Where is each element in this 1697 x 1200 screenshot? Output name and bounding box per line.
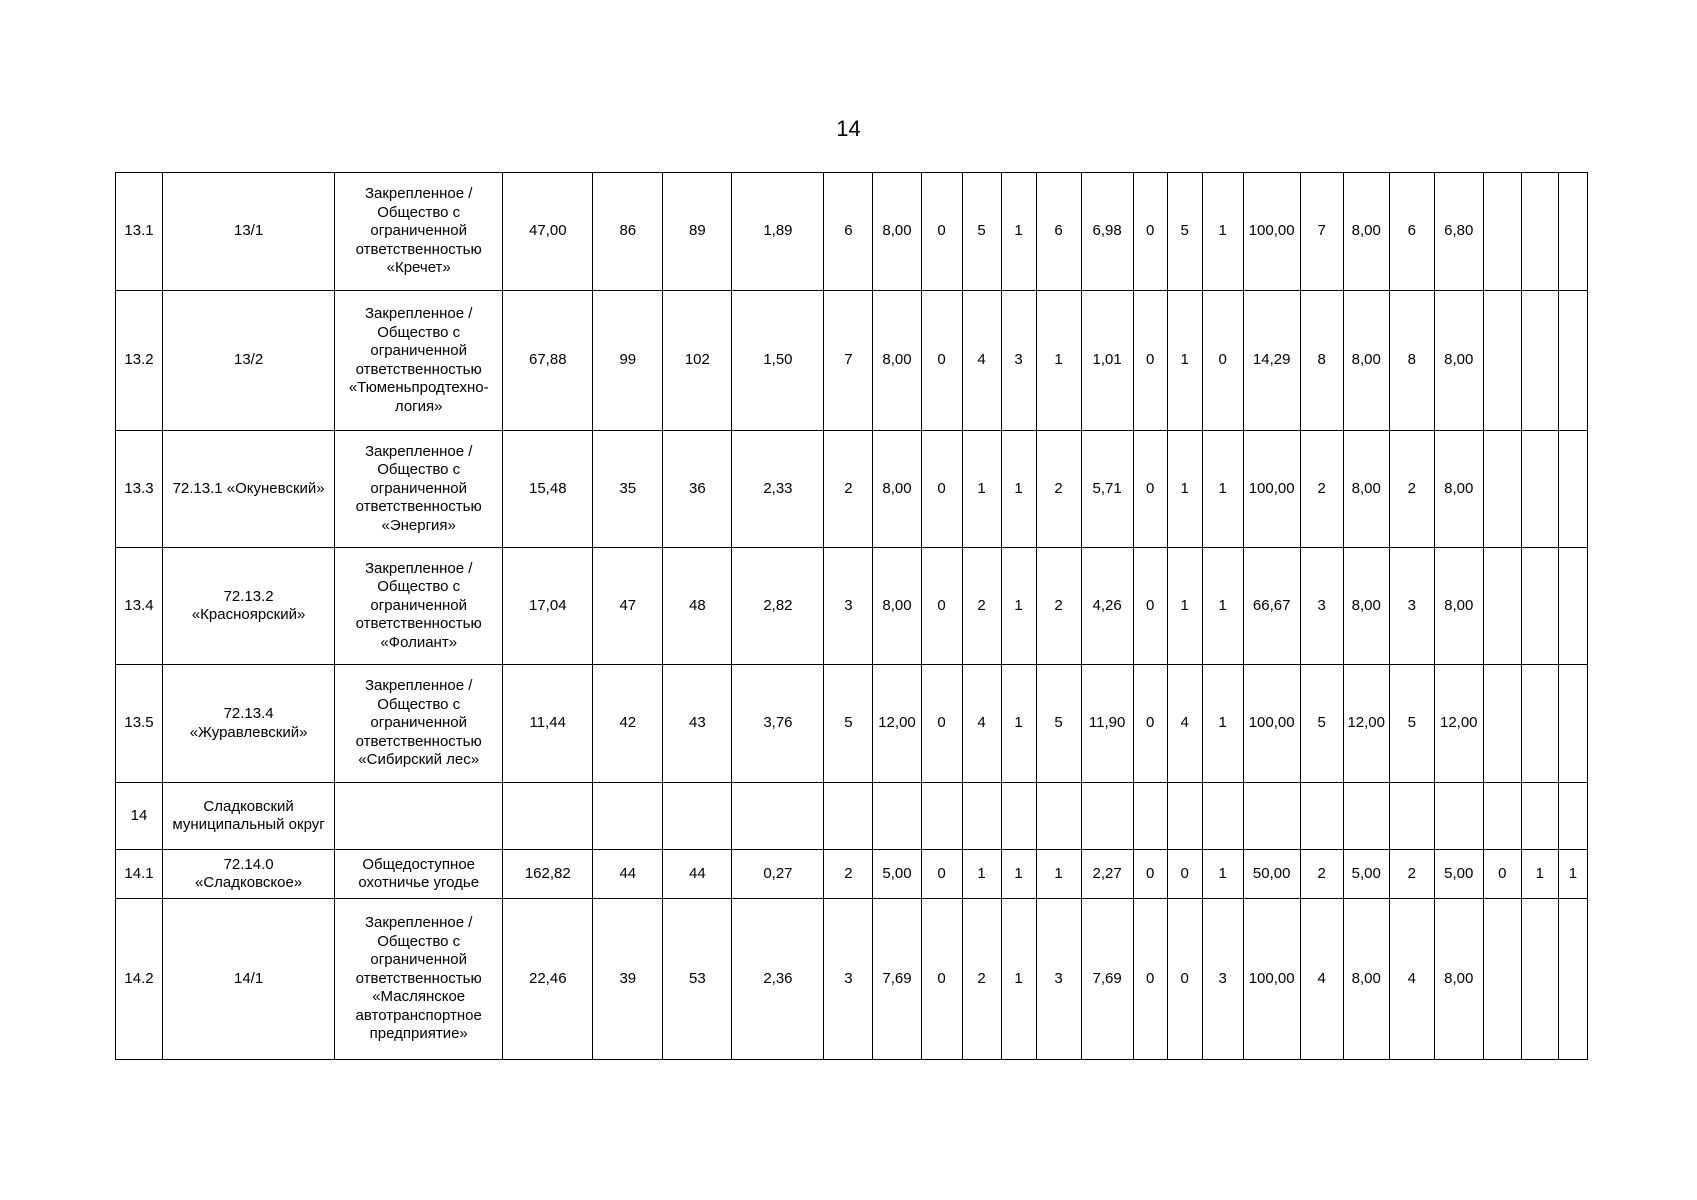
table-cell <box>1133 783 1167 850</box>
table-cell: 66,67 <box>1243 548 1300 665</box>
table-cell: 14 <box>116 783 163 850</box>
table-cell: 8,00 <box>1343 291 1389 431</box>
table-cell: 13.5 <box>116 665 163 783</box>
table-cell <box>962 783 1001 850</box>
table-cell: 2,33 <box>732 431 824 548</box>
table-cell: 12,00 <box>873 665 921 783</box>
table-cell: 48 <box>663 548 732 665</box>
table-cell: 8,00 <box>1343 173 1389 291</box>
table-cell: 15,48 <box>503 431 593 548</box>
table-cell: 0 <box>1483 850 1521 899</box>
table-cell: 1 <box>1001 548 1036 665</box>
table-cell: 0,27 <box>732 850 824 899</box>
table-cell: 42 <box>593 665 663 783</box>
table-cell: 8 <box>1389 291 1434 431</box>
table-cell: 0 <box>1133 548 1167 665</box>
table-cell: 1 <box>1001 899 1036 1060</box>
table-cell: 47,00 <box>503 173 593 291</box>
table-cell: 5 <box>1036 665 1081 783</box>
table-cell: 4 <box>962 291 1001 431</box>
table-cell <box>335 783 503 850</box>
table-cell: 3 <box>1300 548 1343 665</box>
table-cell: Закрепленное / Общество с ограниченной ответственностью «Энергия» <box>335 431 503 548</box>
table-cell: 8,00 <box>1434 899 1483 1060</box>
table-cell <box>1036 783 1081 850</box>
table-cell: 72.13.2 «Красноярский» <box>163 548 335 665</box>
table-cell <box>1389 783 1434 850</box>
table-cell: 5 <box>1389 665 1434 783</box>
table-cell: 1 <box>962 850 1001 899</box>
table-cell <box>663 783 732 850</box>
table-cell: 162,82 <box>503 850 593 899</box>
table-cell <box>1558 548 1587 665</box>
table-cell <box>1167 783 1202 850</box>
table-cell: 1 <box>1521 850 1558 899</box>
table-cell: 86 <box>593 173 663 291</box>
table-cell <box>1483 431 1521 548</box>
table-cell: 1,89 <box>732 173 824 291</box>
table-cell: 14.2 <box>116 899 163 1060</box>
table-cell: 5 <box>1300 665 1343 783</box>
table-cell <box>1001 783 1036 850</box>
table-cell: 12,00 <box>1434 665 1483 783</box>
table-cell: 2 <box>1300 431 1343 548</box>
table-cell: 3,76 <box>732 665 824 783</box>
table-cell: 0 <box>1133 291 1167 431</box>
table-cell <box>1521 431 1558 548</box>
table-cell: 1 <box>1202 431 1243 548</box>
table-cell <box>1521 899 1558 1060</box>
table-cell: 6 <box>1389 173 1434 291</box>
table-cell: 2,27 <box>1081 850 1133 899</box>
table-cell: 8,00 <box>1434 291 1483 431</box>
table-cell: 43 <box>663 665 732 783</box>
table-body <box>116 173 1588 1060</box>
table-cell: 89 <box>663 173 732 291</box>
table-cell: 1 <box>1036 850 1081 899</box>
table-cell <box>1483 291 1521 431</box>
table-cell <box>1521 665 1558 783</box>
table-cell: 53 <box>663 899 732 1060</box>
table-cell: 8,00 <box>1343 548 1389 665</box>
table-row <box>116 850 1588 899</box>
table-cell: 2,82 <box>732 548 824 665</box>
table-cell: 0 <box>921 850 962 899</box>
table-cell: 0 <box>921 548 962 665</box>
table-cell: 12,00 <box>1343 665 1389 783</box>
table-cell: 0 <box>1167 850 1202 899</box>
table-cell: 44 <box>593 850 663 899</box>
table-cell: 44 <box>663 850 732 899</box>
table-cell: Закрепленное / Общество с ограниченной ответственностью «Сибирский лес» <box>335 665 503 783</box>
table-cell: 1 <box>1001 431 1036 548</box>
table-cell: 3 <box>1036 899 1081 1060</box>
table-cell: 1 <box>1001 173 1036 291</box>
table-cell: 39 <box>593 899 663 1060</box>
table-cell: 8,00 <box>873 291 921 431</box>
table-cell: 22,46 <box>503 899 593 1060</box>
table-cell <box>1483 665 1521 783</box>
page-number: 14 <box>836 116 861 141</box>
table-cell: 2 <box>962 899 1001 1060</box>
table-cell: 1 <box>1167 431 1202 548</box>
table-cell: 0 <box>1167 899 1202 1060</box>
table-cell: 3 <box>824 548 873 665</box>
table-cell: 0 <box>921 899 962 1060</box>
table-cell: 1 <box>1202 548 1243 665</box>
table-cell: 14/1 <box>163 899 335 1060</box>
table-cell: 0 <box>921 665 962 783</box>
table-cell: 2,36 <box>732 899 824 1060</box>
table-cell: 5 <box>1167 173 1202 291</box>
table-cell: 17,04 <box>503 548 593 665</box>
table-cell <box>1558 291 1587 431</box>
table-cell <box>1558 173 1587 291</box>
table-cell: 0 <box>921 431 962 548</box>
table-cell: 1,01 <box>1081 291 1133 431</box>
table-cell <box>1343 783 1389 850</box>
table-cell: 5,71 <box>1081 431 1133 548</box>
table-cell: 6 <box>1036 173 1081 291</box>
table-cell: 35 <box>593 431 663 548</box>
table-cell: 13.3 <box>116 431 163 548</box>
table-cell <box>1558 431 1587 548</box>
table-cell: 72.14.0 «Сладковское» <box>163 850 335 899</box>
table-row <box>116 783 1588 850</box>
table-cell: 102 <box>663 291 732 431</box>
table-cell: 13.2 <box>116 291 163 431</box>
table-row <box>116 899 1588 1060</box>
table-cell <box>1483 783 1521 850</box>
table-cell: 1,50 <box>732 291 824 431</box>
table-cell: 67,88 <box>503 291 593 431</box>
table-cell: 4 <box>1300 899 1343 1060</box>
table-cell <box>503 783 593 850</box>
table-cell: 2 <box>1036 548 1081 665</box>
table-cell: 7 <box>824 291 873 431</box>
table-cell: Сладковский муниципальный округ <box>163 783 335 850</box>
table-cell: 100,00 <box>1243 665 1300 783</box>
table-cell <box>1558 783 1587 850</box>
table-cell: 14,29 <box>1243 291 1300 431</box>
table-cell: 7,69 <box>873 899 921 1060</box>
table-row <box>116 173 1588 291</box>
table-cell <box>1521 783 1558 850</box>
table-cell: Закрепленное / Общество с ограниченной ответственностью «Маслянское автотранспортное предприятие» <box>335 899 503 1060</box>
table-cell: 3 <box>1202 899 1243 1060</box>
table-cell: 7,69 <box>1081 899 1133 1060</box>
table-cell: 6,80 <box>1434 173 1483 291</box>
table-row <box>116 548 1588 665</box>
table-cell: Закрепленное / Общество с ограниченной ответственностью «Кречет» <box>335 173 503 291</box>
table-cell: Закрепленное / Общество с ограниченной ответственностью «Фолиант» <box>335 548 503 665</box>
table-cell: 1 <box>1001 665 1036 783</box>
table-cell: 8,00 <box>1343 431 1389 548</box>
table-cell <box>1081 783 1133 850</box>
table-cell: Закрепленное / Общество с ограниченной ответственностью «Тюменьпродтехно- логия» <box>335 291 503 431</box>
table-cell: 2 <box>824 431 873 548</box>
table-cell: 8,00 <box>873 548 921 665</box>
table-cell: 47 <box>593 548 663 665</box>
table-cell <box>732 783 824 850</box>
table-cell <box>1483 173 1521 291</box>
table-cell: 5 <box>824 665 873 783</box>
table-cell <box>1202 783 1243 850</box>
table-cell: 13.1 <box>116 173 163 291</box>
table-cell <box>1483 548 1521 665</box>
table-cell: 100,00 <box>1243 431 1300 548</box>
table-cell: 11,44 <box>503 665 593 783</box>
table-cell: 5,00 <box>1434 850 1483 899</box>
table-cell: 3 <box>824 899 873 1060</box>
table-cell: 3 <box>1001 291 1036 431</box>
table-cell: 1 <box>1202 850 1243 899</box>
table-cell <box>593 783 663 850</box>
table-cell: 7 <box>1300 173 1343 291</box>
table-cell: 72.13.1 «Окуневский» <box>163 431 335 548</box>
table-cell <box>1243 783 1300 850</box>
table-cell <box>1558 665 1587 783</box>
table-cell: 8,00 <box>873 173 921 291</box>
table-cell <box>1300 783 1343 850</box>
table-cell <box>1558 899 1587 1060</box>
table-row <box>116 665 1588 783</box>
table-cell: 1 <box>1558 850 1587 899</box>
table-cell: 5,00 <box>873 850 921 899</box>
table-cell <box>1521 548 1558 665</box>
table-cell <box>1483 899 1521 1060</box>
table-cell: 1 <box>1036 291 1081 431</box>
table-cell: 13.4 <box>116 548 163 665</box>
table-cell: 100,00 <box>1243 173 1300 291</box>
table-cell: 8,00 <box>1343 899 1389 1060</box>
table-cell: 4 <box>1167 665 1202 783</box>
table-cell: 1 <box>1202 173 1243 291</box>
table-cell: 8,00 <box>1434 548 1483 665</box>
table-cell: 5 <box>962 173 1001 291</box>
table-cell: 4 <box>1389 899 1434 1060</box>
table-cell: 100,00 <box>1243 899 1300 1060</box>
table-cell: 6 <box>824 173 873 291</box>
table-cell: 0 <box>1133 431 1167 548</box>
table-cell: 11,90 <box>1081 665 1133 783</box>
table-cell: 72.13.4 «Журавлевский» <box>163 665 335 783</box>
table-cell: 1 <box>962 431 1001 548</box>
table-cell: 0 <box>1133 850 1167 899</box>
table-cell: 1 <box>1167 291 1202 431</box>
table-cell: 4,26 <box>1081 548 1133 665</box>
table-cell <box>921 783 962 850</box>
table-cell: 1 <box>1202 665 1243 783</box>
table-cell: 14.1 <box>116 850 163 899</box>
table-cell: 4 <box>962 665 1001 783</box>
table-cell: 5,00 <box>1343 850 1389 899</box>
table-cell: 8,00 <box>1434 431 1483 548</box>
table-cell: 1 <box>1167 548 1202 665</box>
table-cell: 1 <box>1001 850 1036 899</box>
table-cell: 50,00 <box>1243 850 1300 899</box>
table-cell <box>824 783 873 850</box>
table-cell: 0 <box>921 291 962 431</box>
table-cell: 0 <box>1202 291 1243 431</box>
table-cell: 2 <box>1389 431 1434 548</box>
table-cell: 2 <box>1300 850 1343 899</box>
table-cell <box>1434 783 1483 850</box>
table-cell: 13/1 <box>163 173 335 291</box>
table-cell: 2 <box>824 850 873 899</box>
table-cell: 0 <box>1133 173 1167 291</box>
table-cell: 13/2 <box>163 291 335 431</box>
table-cell: 2 <box>1389 850 1434 899</box>
table-cell: 2 <box>962 548 1001 665</box>
table-cell: 36 <box>663 431 732 548</box>
table-row <box>116 291 1588 431</box>
table-cell <box>1521 291 1558 431</box>
table-cell: 8,00 <box>873 431 921 548</box>
table-cell <box>873 783 921 850</box>
table-cell: 6,98 <box>1081 173 1133 291</box>
hunting-grounds-table <box>115 172 1588 1060</box>
table-cell: 2 <box>1036 431 1081 548</box>
table-cell: 8 <box>1300 291 1343 431</box>
table-cell: 0 <box>921 173 962 291</box>
table-cell: Общедоступное охотничье угодье <box>335 850 503 899</box>
table-cell: 0 <box>1133 899 1167 1060</box>
table-row <box>116 431 1588 548</box>
table-cell <box>1521 173 1558 291</box>
table-cell: 99 <box>593 291 663 431</box>
table-cell: 3 <box>1389 548 1434 665</box>
table-cell: 0 <box>1133 665 1167 783</box>
